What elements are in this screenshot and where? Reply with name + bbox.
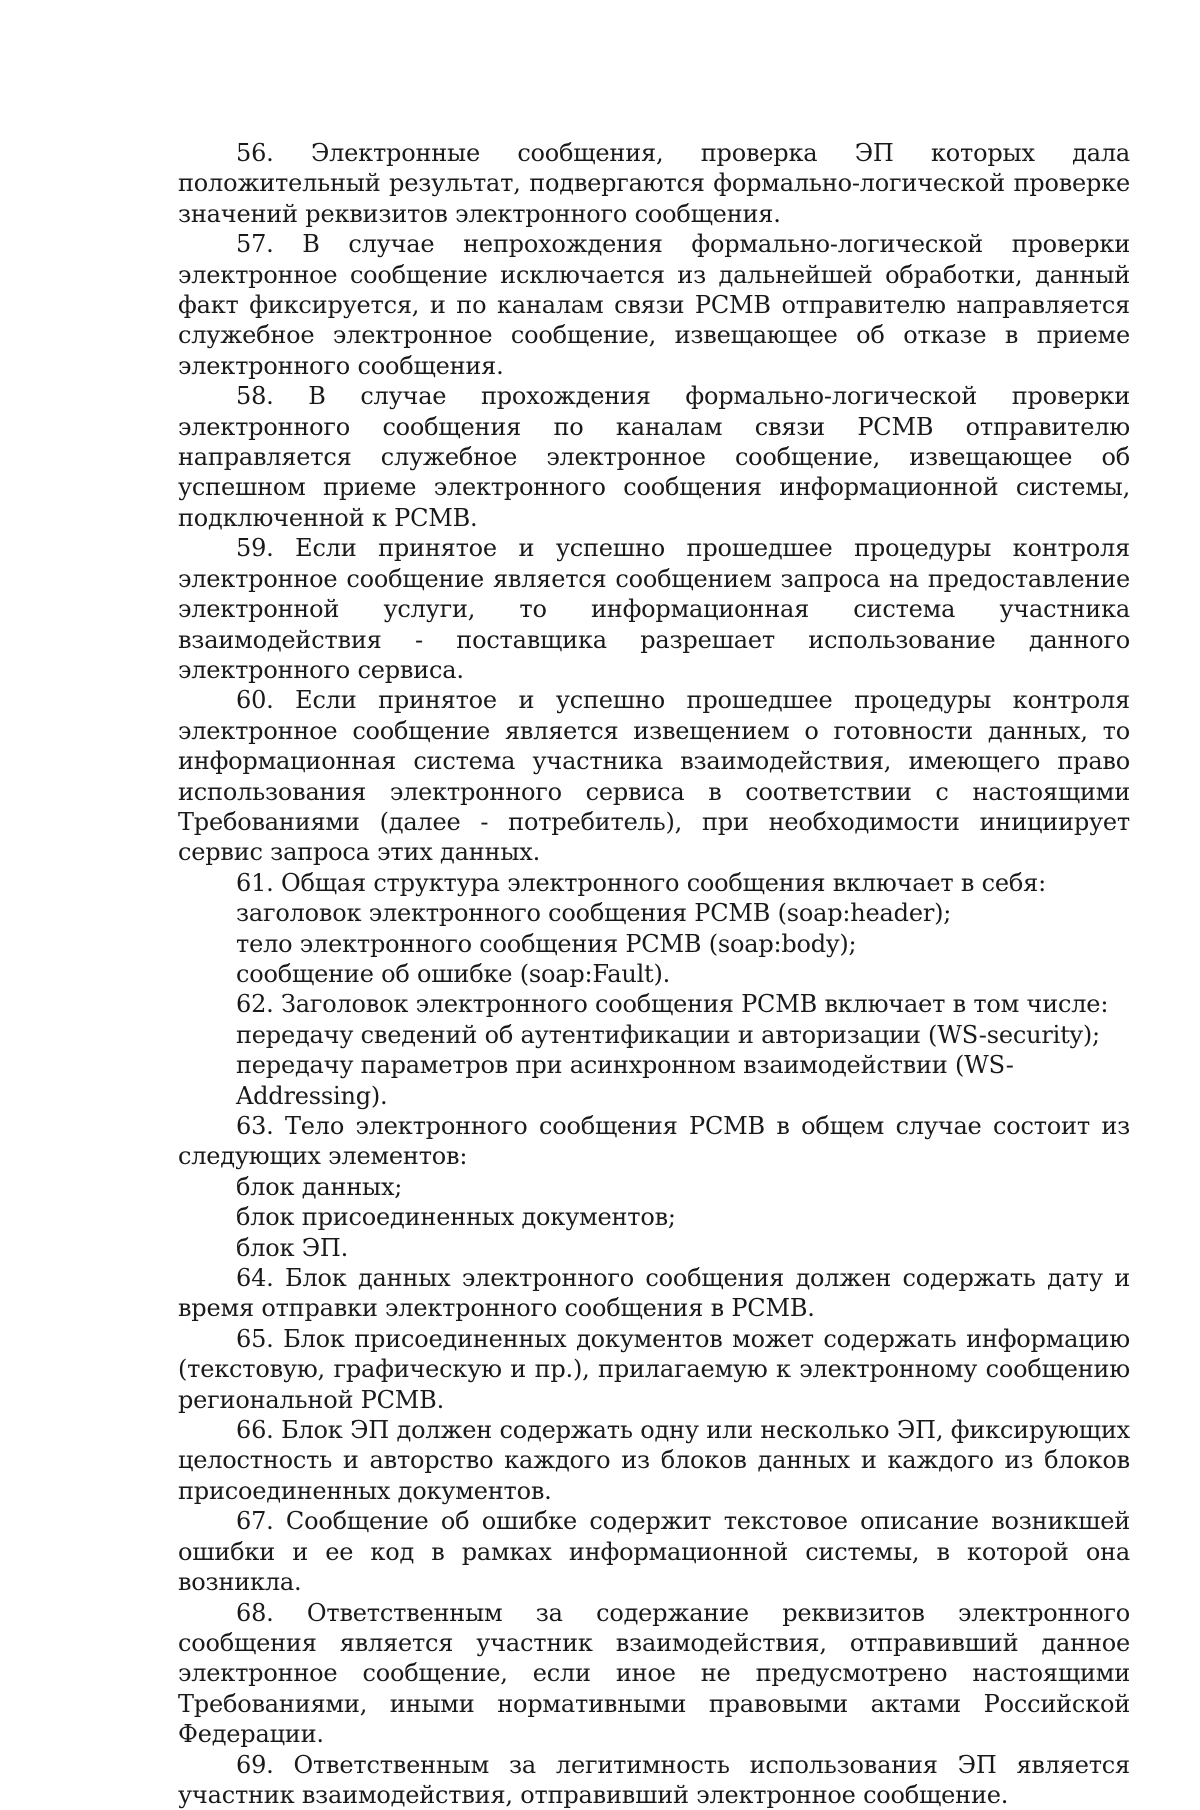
list-item-data-block: блок данных; [236,1172,403,1201]
paragraph-69: 69. Ответственным за легитимность использования ЭП является участник взаимодействия, отправивший электронное сообщение. [178,1750,1130,1809]
list-item-ws-addressing: передачу параметров при асинхронном взаимодействии (WS-Addressing). [236,1051,1014,1110]
paragraph-63: 63. Тело электронного сообщения РСМВ в общем случае состоит из следующих элементов: [178,1112,1130,1171]
paragraph-67: 67. Сообщение об ошибке содержит текстовое описание возникшей ошибки и ее код в рамках информационной системы, в которой она возникла. [178,1507,1130,1597]
list-item-soap-header: заголовок электронного сообщения РСМВ (soap:header); [236,899,952,928]
paragraph-64: 64. Блок данных электронного сообщения должен содержать дату и время отправки электронного сообщения в РСМВ. [178,1264,1130,1323]
paragraph-68: 68. Ответственным за содержание реквизитов электронного сообщения является участник взаимодействия, отправивший данное электронное сообщение, если иное не предусмотрено настоящими Требованиями, иными нормативными правовыми актами Российской Федерации. [178,1598,1130,1749]
document-body [178,138,1130,1810]
paragraph-62: 62. Заголовок электронного сообщения РСМВ включает в том числе: [236,990,1109,1019]
paragraph-56: 56. Электронные сообщения, проверка ЭП которых дала положительный результат, подвергаются формально-логической проверке значений реквизитов электронного сообщения. [178,139,1130,228]
paragraph-65: 65. Блок присоединенных документов может содержать информацию (текстовую, графическую и пр.), прилагаемую к электронному сообщению региональной РСМВ. [178,1324,1130,1414]
list-item-ws-security: передачу сведений об аутентификации и авторизации (WS-security); [236,1020,1100,1049]
paragraph-58: 58. В случае прохождения формально-логической проверки электронного сообщения по каналам связи РСМВ отправителю направляется служебное электронное сообщение, извещающее об успешном приеме электронного сообщения информационной системы, подключенной к РСМВ. [178,382,1130,532]
list-item-soap-fault: сообщение об ошибке (soap:Fault). [236,959,671,988]
paragraph-60: 60. Если принятое и успешно прошедшее процедуры контроля электронное сообщение является извещением о готовности данных, то информационная система участника взаимодействия, имеющего право использования электронного сервиса в соответствии с настоящими Требованиями (далее - потребитель), при необходимости инициирует сервис запроса этих данных. [178,686,1130,867]
list-item-attachments-block: блок присоединенных документов; [236,1203,676,1232]
paragraph-57: 57. В случае непрохождения формально-логической проверки электронное сообщение исключается из дальнейшей обработки, данный факт фиксируется, и по каналам связи РСМВ отправителю направляется служебное электронное сообщение, извещающее об отказе в приеме электронного сообщения. [178,230,1130,380]
paragraph-59: 59. Если принятое и успешно прошедшее процедуры контроля электронное сообщение является сообщением запроса на предоставление электронной услуги, то информационная система участника взаимодействия - поставщика разрешает использование данного электронного сервиса. [178,534,1130,684]
list-item-signature-block: блок ЭП. [236,1233,349,1262]
list-item-soap-body: тело электронного сообщения РСМВ (soap:body); [236,929,857,958]
paragraph-66: 66. Блок ЭП должен содержать одну или несколько ЭП, фиксирующих целостность и авторство каждого из блоков данных и каждого из блоков присоединенных документов. [178,1416,1130,1505]
paragraph-61: 61. Общая структура электронного сообщения включает в себя: [236,868,1046,897]
